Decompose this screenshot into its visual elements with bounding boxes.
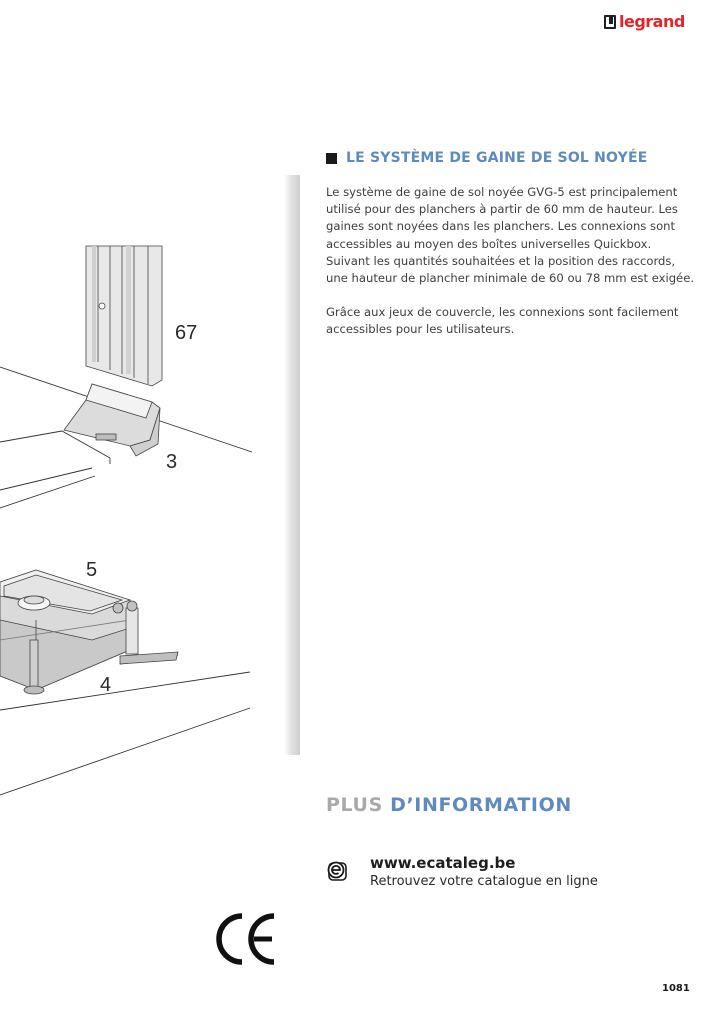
vertical-duct-part: [86, 246, 162, 386]
ecatalog-subtitle: Retrouvez votre catalogue en ligne: [370, 874, 598, 889]
floor-box-part: [0, 570, 178, 694]
callout-3: 3: [166, 451, 178, 473]
body-paragraph-1: Le système de gaine de sol noyée GVG-5 est principalement utilisé pour des planchers à partir de 60 mm de hauteur. Les gaines sont noyées dans les planchers. Les connexions sont accessibles au moyen des boîtes universelles Quickbox. Suivant les quantités souhaitées et la position des raccords, une hauteur de plancher minimale de 60 ou 78 mm est exigée.: [326, 185, 695, 286]
page-number: 1081: [662, 983, 690, 994]
section-heading: [326, 150, 648, 166]
body-paragraph-2: Grâce aux jeux de couvercle, les connexions sont facilement accessibles pour les utilisateurs.: [326, 305, 679, 337]
duct-elbow-part: [64, 384, 160, 456]
heading-square-icon: [326, 153, 337, 164]
callout-4: 4: [100, 674, 112, 696]
section-title: LE SYSTÈME DE GAINE DE SOL NOYÉE: [346, 150, 648, 166]
section-body: [326, 184, 696, 356]
more-info-title-part2: D’INFORMATION: [390, 794, 572, 816]
legrand-logo-text: legrand: [619, 12, 685, 31]
more-info-title-part1: PLUS: [326, 794, 383, 816]
ecatalog-url-link[interactable]: www.ecataleg.be: [370, 854, 516, 872]
floor-duct-system-illustration: [0, 230, 300, 810]
callout-67: 67: [175, 322, 198, 344]
legrand-logo: [604, 12, 685, 31]
ce-mark-icon: [214, 910, 278, 968]
ecatalog-web-icon: [326, 860, 348, 882]
callout-5: 5: [86, 559, 98, 581]
legrand-logo-mark-icon: [604, 15, 616, 29]
more-info-heading: [326, 794, 572, 816]
